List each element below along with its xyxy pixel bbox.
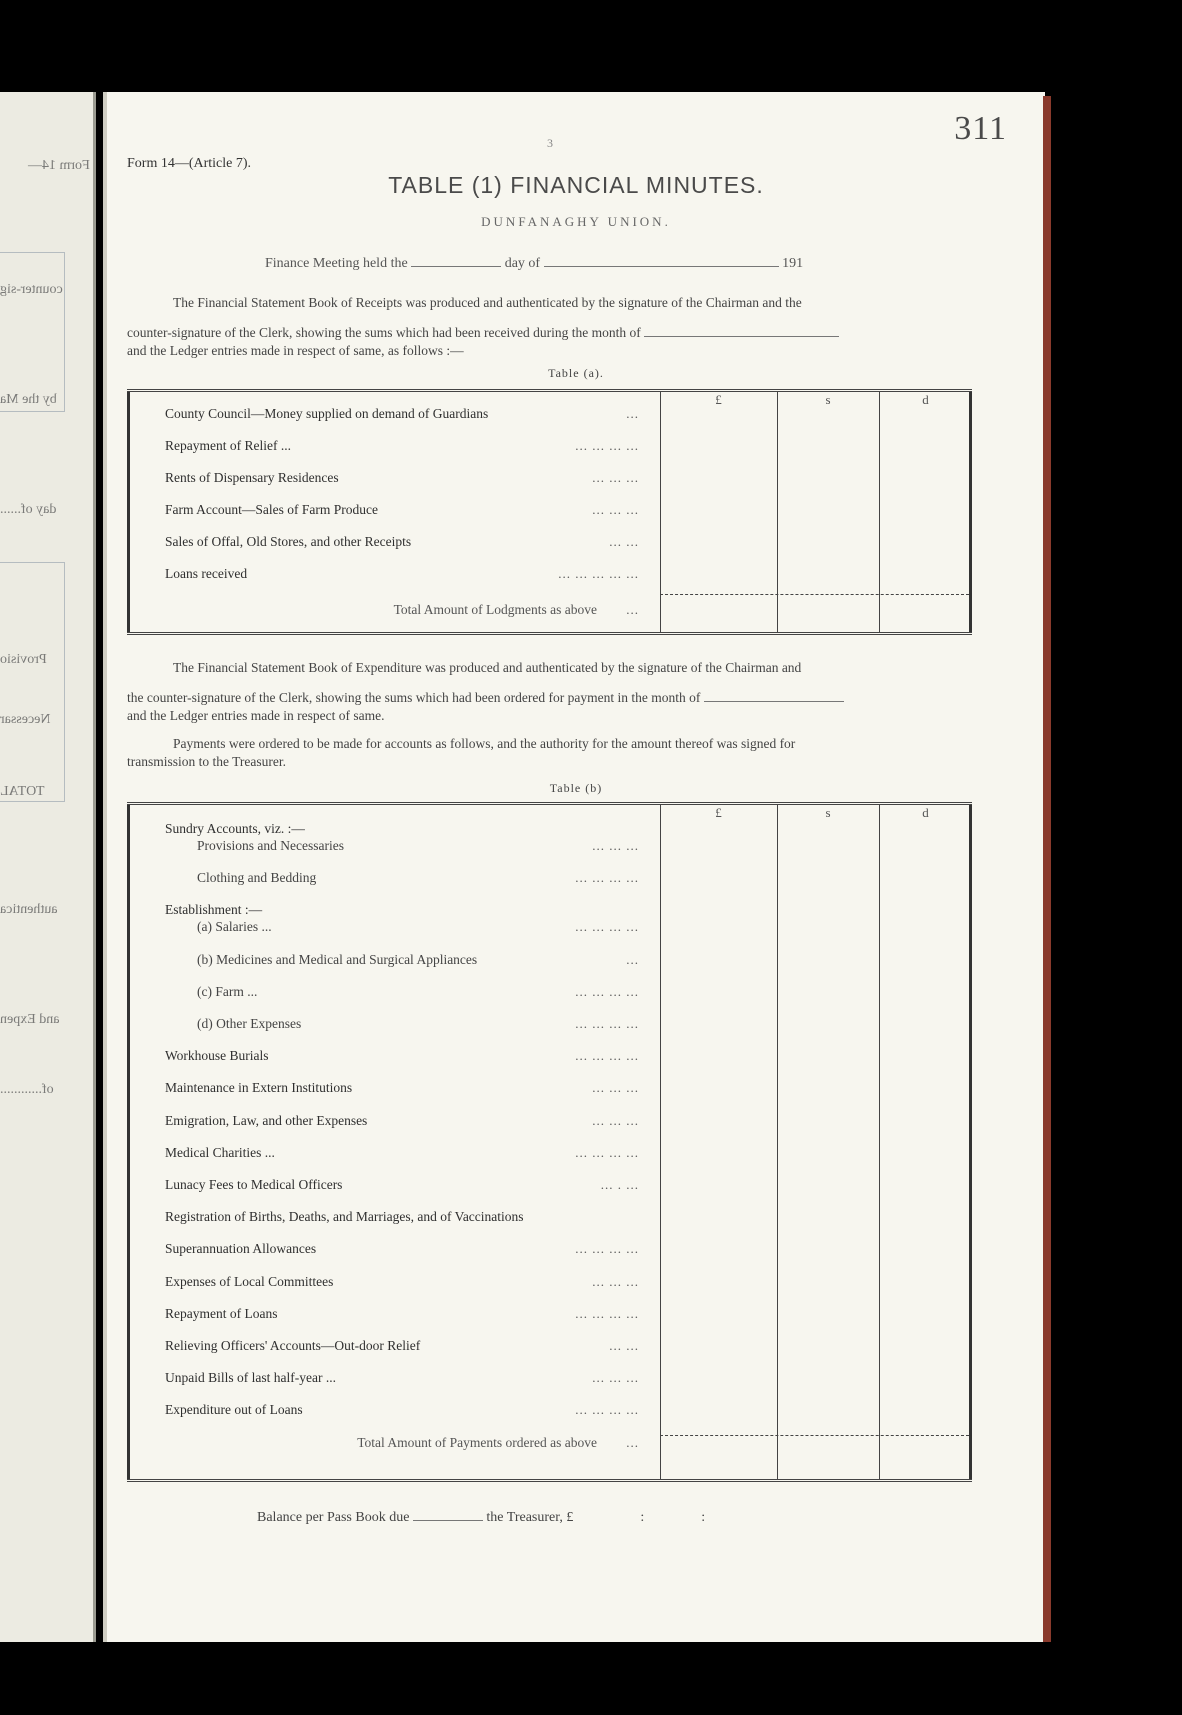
bleed-text: day of...... [0,502,57,517]
receipts-paragraph [127,294,972,360]
balance-separator: : [640,1510,645,1525]
leader-dots: ... ... ... ... ... [558,566,639,581]
leader-dots: ... ... ... [592,470,639,485]
table-b-caption: Table (b) [549,781,603,795]
table-row-label: (d) Other Expenses [197,1016,302,1031]
balance-blank[interactable] [413,1520,483,1521]
table-row-label: Registration of Births, Deaths, and Marriages, and of Vaccinations [165,1209,524,1225]
leader-dots: ... ... ... ... [575,1048,639,1064]
leader-dots: ... ... ... ... [575,919,639,935]
payments-table [127,802,972,1482]
table-row-label: Rents of Dispensary Residences [165,470,339,485]
balance-separator: : [701,1510,706,1525]
receipts-line-2: counter-signature of the Clerk, showing the sums which had been received during the month of [127,325,641,340]
leader-dots: ... ... [609,534,639,549]
shillings-header: s [825,392,831,407]
expenditure-line-1: The Financial Statement Book of Expenditure was produced and authenticated by the signature of the Chairman and [173,660,802,675]
table-row-label: (a) Salaries ... [197,919,272,935]
table-row-label: (c) Farm ... [197,983,258,999]
leader-dots: ... ... ... ... [575,1144,639,1160]
leader-dots: ... ... ... [592,1080,639,1096]
leader-dots: ... ... ... ... [575,983,639,999]
table-row-label: Lunacy Fees to Medical Officers [165,1177,343,1192]
bleed-text: authentica [0,902,58,917]
bleed-text: Form 14— [28,158,90,173]
receipts-month-blank[interactable] [644,336,839,337]
receipts-line-3: and the Ledger entries made in respect of same, as follows :— [127,343,464,358]
payments-line-1: Payments were ordered to be made for accounts as follows, and the authority for the amount thereof was signed for [173,736,796,751]
leader-dots: ... . ... [600,1177,639,1192]
page-title: TABLE (1) FINANCIAL MINUTES. [388,172,764,198]
expenditure-paragraph [127,659,972,771]
table-row-label: Clothing and Bedding [197,870,317,886]
leader-dots: ... [626,602,639,617]
previous-page-fragment [0,92,96,1642]
leader-dots: ... ... ... [592,838,639,853]
leader-dots: ... [626,1434,639,1450]
document-page [103,92,1045,1642]
table-row-label: Superannuation Allowances [165,1241,317,1257]
meeting-year: 191 [782,256,804,271]
balance-suffix: the Treasurer, £ [486,1510,574,1525]
leader-dots: ... ... ... ... [575,1305,639,1321]
leader-dots: ... ... ... [592,1370,639,1386]
table-row-label: Relieving Officers' Accounts—Out-door Relief [165,1338,421,1353]
bleed-text: by the Ma [0,392,57,407]
table-a-caption: Table (a). [548,366,604,380]
table-row-label: Maintenance in Extern Institutions [165,1080,353,1096]
form-reference: Form 14—(Article 7). [127,156,252,171]
bleed-text: Provisio [0,652,47,667]
table-row-label: Repayment of Loans [165,1305,278,1321]
leader-dots: ... ... ... ... [575,438,639,453]
leader-dots: ... ... ... [592,502,639,517]
month-blank[interactable] [544,266,779,267]
table-row-label: Expenses of Local Committees [165,1273,334,1289]
bleed-text: counter-sig [0,282,63,297]
pence-header: d [922,805,929,820]
bleed-text: Necessar [0,712,51,727]
union-name: DUNFANAGHY UNION. [481,214,671,229]
pence-header: d [922,392,929,407]
expenditure-month-blank[interactable] [704,701,844,702]
meeting-prefix: Finance Meeting held the [265,256,408,271]
leader-dots: ... ... ... ... [575,1402,639,1418]
bleed-text: and Expen [0,1012,60,1027]
leader-dots: ... ... [609,1338,639,1353]
table-row-label: Farm Account—Sales of Farm Produce [165,502,378,517]
expenditure-line-2: the counter-signature of the Clerk, showing the sums which had been ordered for payment in the month of [127,690,701,705]
table-row-label: Loans received [165,566,248,581]
receipts-line-1: The Financial Statement Book of Receipts was produced and authenticated by the signature of the Chairman and the [173,295,802,310]
balance-line [257,1510,705,1526]
total-label: Total Amount of Payments ordered as above [357,1434,597,1450]
page-number: 311 [954,110,1007,147]
expenditure-line-3: and the Ledger entries made in respect of same. [127,708,385,723]
day-blank[interactable] [411,266,501,267]
page-edge [1043,96,1051,1642]
leader-dots: ... ... ... ... [575,1016,639,1031]
pounds-header: £ [715,805,722,820]
shillings-header: s [825,805,831,820]
pounds-header: £ [715,392,722,407]
sheet-number: 3 [547,136,553,150]
table-row-label: Sundry Accounts, viz. :— [165,821,305,836]
bleed-box [0,562,65,802]
table-row-label: Repayment of Relief ... [165,438,291,453]
leader-dots: ... ... ... ... [575,870,639,886]
table-row-label: Sales of Offal, Old Stores, and other Receipts [165,534,412,549]
bleed-text: of............ [0,1082,54,1097]
meeting-line [265,256,803,272]
leader-dots: ... ... ... ... [575,1241,639,1257]
table-row-label: Medical Charities ... [165,1144,275,1160]
leader-dots: ... [626,406,639,421]
table-row-label: Establishment :— [165,902,263,918]
total-label: Total Amount of Lodgments as above [393,602,597,617]
table-row-label: Provisions and Necessaries [197,838,344,853]
bleed-text: TOTAL [0,784,45,799]
leader-dots: ... [626,951,639,967]
payments-line-2: transmission to the Treasurer. [127,754,286,769]
table-row-label: Workhouse Burials [165,1048,269,1064]
leader-dots: ... ... ... [592,1112,639,1128]
table-row-label: Emigration, Law, and other Expenses [165,1112,368,1128]
receipts-table [127,389,972,635]
bleed-box [0,252,65,412]
balance-prefix: Balance per Pass Book due [257,1510,410,1525]
leader-dots: ... ... ... [592,1273,639,1289]
meeting-day-of: day of [504,256,541,271]
table-row-label: Unpaid Bills of last half-year ... [165,1370,336,1386]
table-row-label: Expenditure out of Loans [165,1402,303,1418]
table-row-label: (b) Medicines and Medical and Surgical Appliances [197,951,478,967]
table-row-label: County Council—Money supplied on demand of Guardians [165,406,489,421]
